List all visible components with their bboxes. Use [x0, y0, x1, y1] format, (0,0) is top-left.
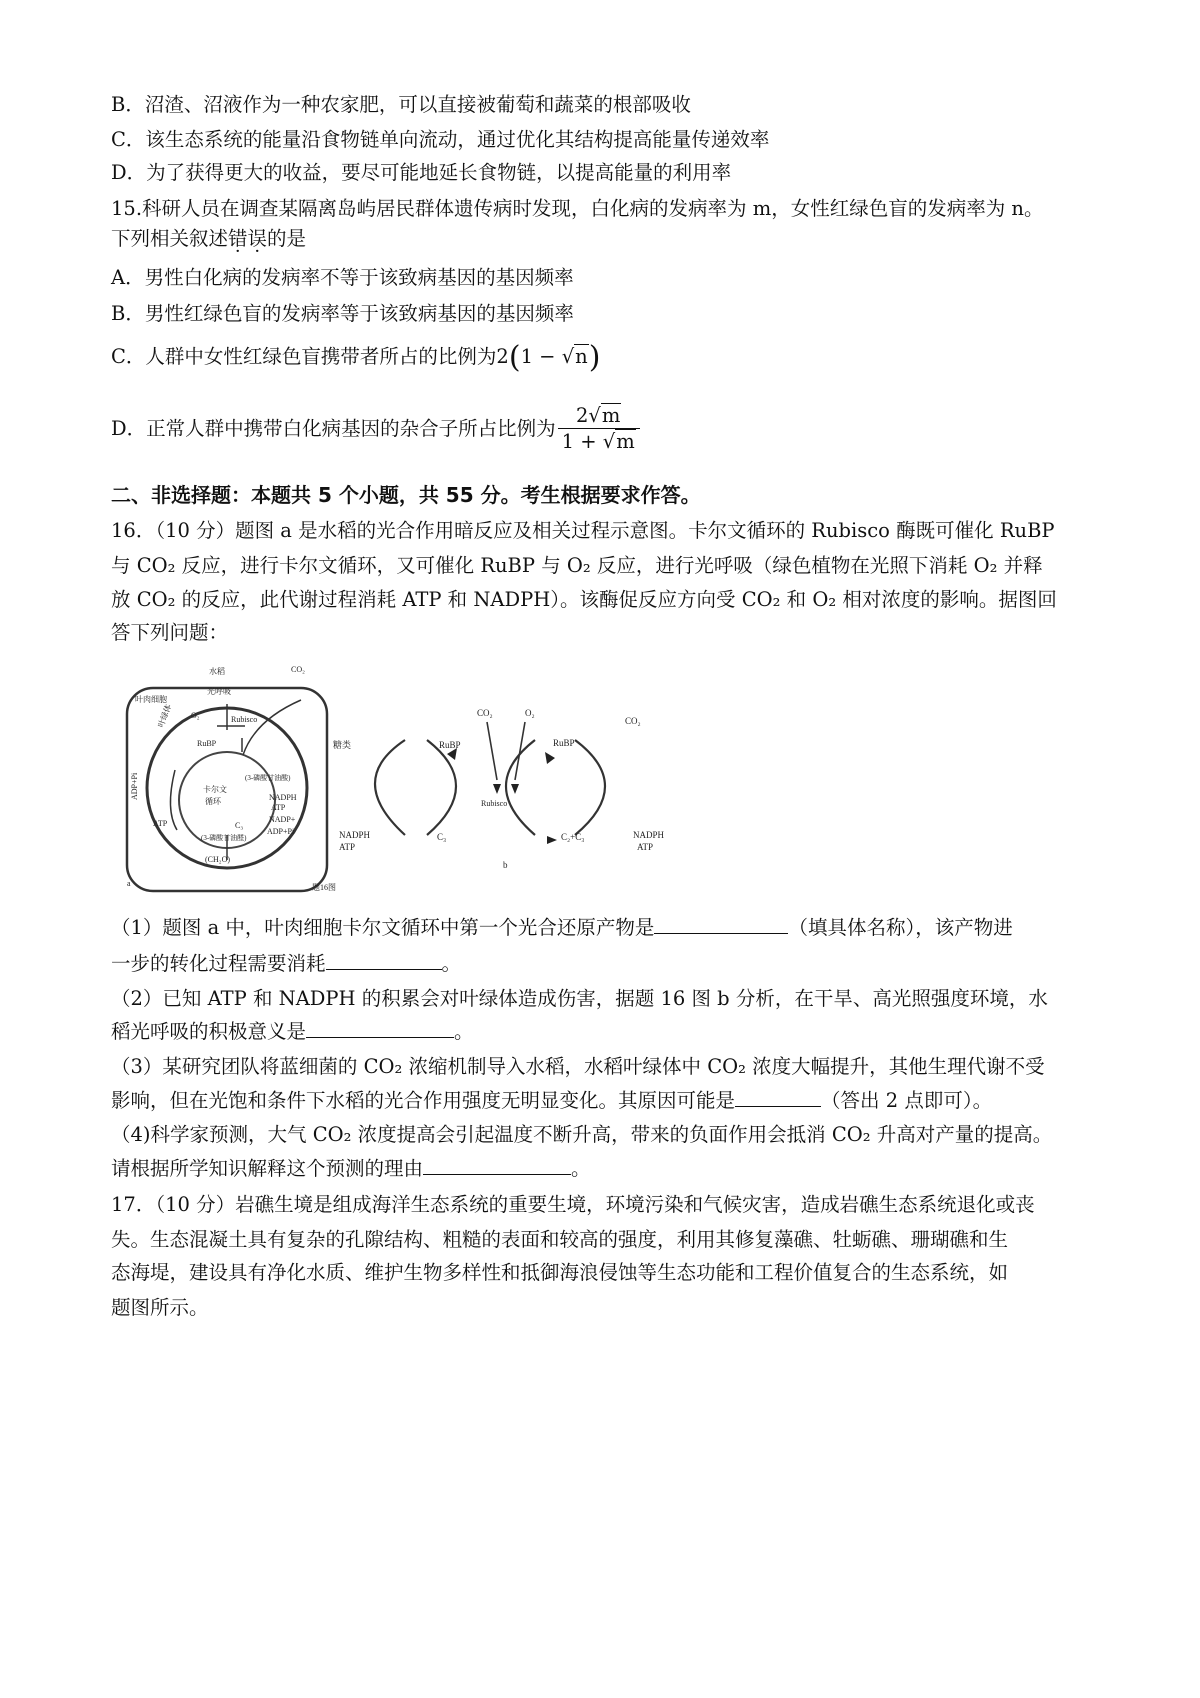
svg-text:ADP+Pi: ADP+Pi	[130, 772, 139, 800]
svg-text:Rubisco: Rubisco	[231, 715, 258, 724]
q16-line-4: 答下列问题：	[111, 621, 229, 644]
answer-blank-1[interactable]	[654, 915, 788, 934]
svg-text:ATP: ATP	[637, 842, 654, 852]
answer-blank-2[interactable]	[326, 951, 442, 970]
svg-text:ATP: ATP	[339, 842, 356, 852]
section-heading: 二、非选择题：本题共 5 个小题，共 55 分。考生根据要求作答。	[111, 483, 701, 507]
svg-text:叶绿体: 叶绿体	[156, 703, 174, 729]
svg-text:O₂: O₂	[191, 711, 200, 720]
svg-text:(3-磷酸甘油醛): (3-磷酸甘油醛)	[201, 834, 247, 842]
right-cycle-arc-1	[506, 740, 535, 835]
q16-sub2: （2）已知 ATP 和 NADPH 的积累会对叶绿体造成伤害，据题 16 图 b 分析，在干旱、高光照强度环境，水	[111, 987, 1048, 1010]
svg-text:CO₂: CO₂	[291, 665, 305, 674]
svg-text:b: b	[503, 860, 508, 870]
svg-text:RuBP: RuBP	[553, 738, 575, 748]
q14-option-c: C．该生态系统的能量沿食物链单向流动，通过优化其结构提高能量传递效率	[111, 128, 770, 151]
q16-line-2: 与 CO₂ 反应，进行卡尔文循环，又可催化 RuBP 与 O₂ 反应，进行光呼吸（绿色植物在光照下消耗 O₂ 并释	[111, 554, 1043, 577]
q16-sub4: （4)科学家预测，大气 CO₂ 浓度提高会引起温度不断升高，带来的负面作用会抵消 CO₂ 升高对产量的提高。	[111, 1123, 1053, 1146]
svg-text:(3-磷酸甘油酸): (3-磷酸甘油酸)	[245, 774, 291, 782]
figure-caption: 题16图	[312, 883, 336, 892]
svg-text:C₃: C₃	[235, 821, 244, 830]
svg-text:C₃: C₃	[437, 832, 447, 842]
answer-blank-4[interactable]	[735, 1088, 821, 1107]
svg-text:Rubisco: Rubisco	[481, 799, 508, 808]
svg-text:水稻: 水稻	[209, 667, 225, 676]
right-cycle-arc-2	[575, 740, 605, 835]
q15-stem-line2: 下列相关叙述错误的是	[111, 227, 307, 250]
svg-text:ATP: ATP	[153, 819, 168, 828]
q15-option-c: C．人群中女性红绿色盲携带者所占的比例为2(1 − √n)	[111, 340, 601, 375]
svg-text:NADPH: NADPH	[633, 830, 665, 840]
left-cycle-arc-1	[375, 740, 405, 835]
svg-text:循环: 循环	[205, 797, 221, 806]
q16-sub3-cont: 影响，但在光饱和条件下水稻的光合作用强度无明显变化。其原因可能是 （答出 2 点即可）。	[111, 1089, 993, 1112]
svg-text:C₂+C₃: C₂+C₃	[561, 832, 585, 842]
figure-16	[105, 660, 705, 898]
q16-sub3: （3）某研究团队将蓝细菌的 CO₂ 浓缩机制导入水稻，水稻叶绿体中 CO₂ 浓度大幅提升，其他生理代谢不受	[111, 1055, 1045, 1078]
answer-blank-3[interactable]	[306, 1019, 454, 1038]
svg-text:CO₂: CO₂	[625, 716, 641, 726]
svg-text:a: a	[127, 879, 131, 888]
answer-blank-5[interactable]	[423, 1156, 571, 1175]
svg-text:(CH₂O): (CH₂O)	[205, 855, 231, 864]
q17-line-4: 题图所示。	[111, 1296, 209, 1319]
q14-option-d: D．为了获得更大的收益，要尽可能地延长食物链，以提高能量的利用率	[111, 161, 732, 184]
q16-sub1: （1）题图 a 中，叶肉细胞卡尔文循环中第一个光合还原产物是 （填具体名称），该产物进	[111, 916, 1013, 939]
svg-text:糖类: 糖类	[333, 740, 352, 750]
q16-line-1: 16．（10 分）题图 a 是水稻的光合作用暗反应及相关过程示意图。卡尔文循环的 Rubisco 酶既可催化 RuBP	[111, 519, 1055, 542]
fraction: $\frac{2√m}{1 + √m}$	[558, 404, 640, 455]
q16-sub2-cont: 稻光呼吸的积极意义是 。	[111, 1020, 474, 1043]
svg-text:ADP+Pi: ADP+Pi	[267, 827, 295, 836]
q15-option-b: B．男性红绿色盲的发病率等于该致病基因的基因频率	[111, 302, 574, 325]
svg-text:NADPH: NADPH	[269, 793, 297, 802]
q14-option-b: B．沼渣、沼液作为一种农家肥，可以直接被葡萄和蔬菜的根部吸收	[111, 93, 691, 116]
q17-line-1: 17．（10 分）岩礁生境是组成海洋生态系统的重要生境，环境污染和气候灾害，造成岩礁生态系统退化或丧	[111, 1193, 1035, 1216]
q16-line-3: 放 CO₂ 的反应，此代谢过程消耗 ATP 和 NADPH）。该酶促反应方向受 CO₂ 和 O₂ 相对浓度的影响。据图回	[111, 588, 1057, 611]
q15-option-a: A．男性白化病的发病率不等于该致病基因的基因频率	[111, 266, 574, 289]
svg-text:卡尔文: 卡尔文	[203, 785, 227, 794]
q15-stem: 15.科研人员在调查某隔离岛屿居民群体遗传病时发现，白化病的发病率为 m，女性红绿色盲的发病率为 n。	[111, 197, 1044, 220]
q15-option-d: D．正常人群中携带白化病基因的杂合子所占比例为 $\frac{2√m}{1 + √m}$	[111, 404, 640, 455]
svg-text:CO₂: CO₂	[477, 708, 493, 718]
q17-line-3: 态海堤，建设具有净化水质、维护生物多样性和抵御海浪侵蚀等生态功能和工程价值复合的生态系统，如	[111, 1261, 1009, 1284]
svg-text:NADP+: NADP+	[269, 815, 296, 824]
svg-text:NADPH: NADPH	[339, 830, 371, 840]
q16-sub1-cont: 一步的转化过程需要消耗 。	[111, 952, 462, 975]
svg-text:RuBP: RuBP	[197, 739, 217, 748]
svg-text:ATP: ATP	[271, 803, 286, 812]
q17-line-2: 失。生态混凝土具有复杂的孔隙结构、粗糙的表面和较高的强度，利用其修复藻礁、牡蛎礁、珊瑚礁和生	[111, 1228, 1009, 1251]
q16-sub4-cont: 请根据所学知识解释这个预测的理由 。	[111, 1157, 591, 1180]
svg-text:光呼吸: 光呼吸	[207, 687, 231, 696]
svg-text:RuBP: RuBP	[439, 740, 461, 750]
svg-text:叶肉细胞: 叶肉细胞	[135, 695, 167, 704]
svg-text:O₂: O₂	[525, 708, 535, 718]
